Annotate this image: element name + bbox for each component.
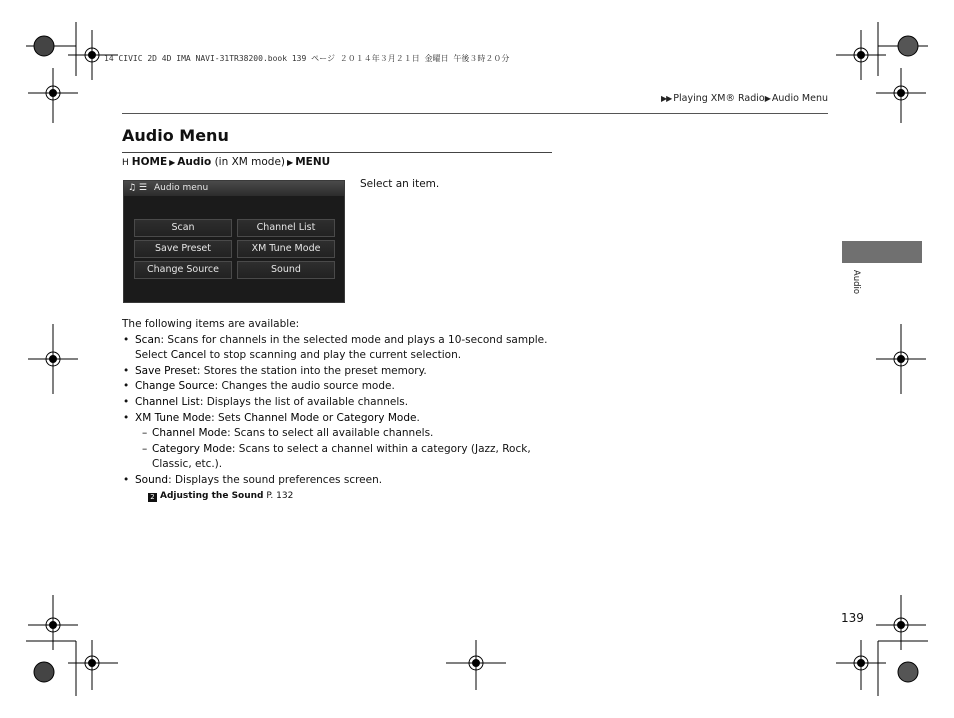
- channel-list-button[interactable]: Channel List: [237, 219, 335, 237]
- nav-home: HOME: [131, 156, 168, 168]
- sub-list-item: – Channel Mode: Scans to select all available channels.: [142, 427, 434, 440]
- book-info-header: 14 CIVIC 2D 4D IMA NAVI-31TR38200.book 139 ページ ２０１４年３月２１日 金曜日 午後３時２０分: [104, 54, 510, 63]
- list-item: Select Cancel to stop scanning and play the current selection.: [135, 349, 462, 362]
- nav-menu: MENU: [295, 156, 331, 168]
- item-list: [122, 333, 562, 489]
- sound-button[interactable]: Sound: [237, 261, 335, 279]
- sub-list-item: Classic, etc.).: [152, 458, 223, 471]
- header-rule: [122, 113, 828, 114]
- breadcrumb-arrows: ▶▶: [660, 94, 672, 103]
- home-icon: H: [122, 158, 129, 168]
- list-item: • Sound: Displays the sound preferences screen.: [122, 473, 562, 489]
- item-descriptions: [122, 317, 562, 503]
- save-preset-button[interactable]: Save Preset: [134, 240, 232, 258]
- list-item: • Change Source: Changes the audio source mode.: [122, 379, 562, 395]
- breadcrumb-arrow: ▶: [764, 94, 770, 103]
- nav-arrow-1: ▶: [169, 158, 176, 167]
- screen-title-bar: [124, 181, 344, 196]
- change-source-button[interactable]: Change Source: [134, 261, 232, 279]
- sub-list-item: – Category Mode: Scans to select a channel within a category (Jazz, Rock,: [142, 442, 531, 455]
- side-tab-label: Audio: [851, 269, 861, 295]
- cross-reference-link[interactable]: 2 Adjusting the Sound P. 132: [122, 489, 562, 503]
- page-number: 139: [841, 611, 864, 625]
- nav-arrow-2: ▶: [287, 158, 294, 167]
- screen-title: Audio menu: [154, 183, 209, 193]
- list-item: • Save Preset: Stores the station into the preset memory.: [122, 364, 562, 380]
- list-item: • Scan: Scans for channels in the selected mode and plays a 10-second sample.: [122, 333, 562, 349]
- nav-path: [122, 156, 330, 168]
- scan-button[interactable]: Scan: [134, 219, 232, 237]
- breadcrumb-part-1: Playing XM® Radio: [673, 93, 765, 104]
- side-tab-audio: [842, 241, 922, 263]
- nav-mode-note: (in XM mode): [214, 156, 286, 168]
- audio-menu-screen: [123, 180, 345, 303]
- nav-audio: Audio: [177, 156, 212, 168]
- music-note-icon: ♫ ☰: [128, 183, 147, 193]
- list-item: • Channel List: Displays the list of available channels.: [122, 395, 562, 411]
- cross-reference-icon: 2: [148, 493, 157, 502]
- page-title: Audio Menu: [122, 126, 229, 145]
- title-rule: [122, 152, 552, 153]
- xm-tune-mode-button[interactable]: XM Tune Mode: [237, 240, 335, 258]
- screen-caption: Select an item.: [360, 178, 440, 190]
- intro-text: The following items are available:: [122, 318, 300, 330]
- list-item: • XM Tune Mode: Sets Channel Mode or Category Mode.: [122, 411, 562, 427]
- breadcrumb: [661, 93, 828, 104]
- breadcrumb-part-2: Audio Menu: [771, 93, 828, 104]
